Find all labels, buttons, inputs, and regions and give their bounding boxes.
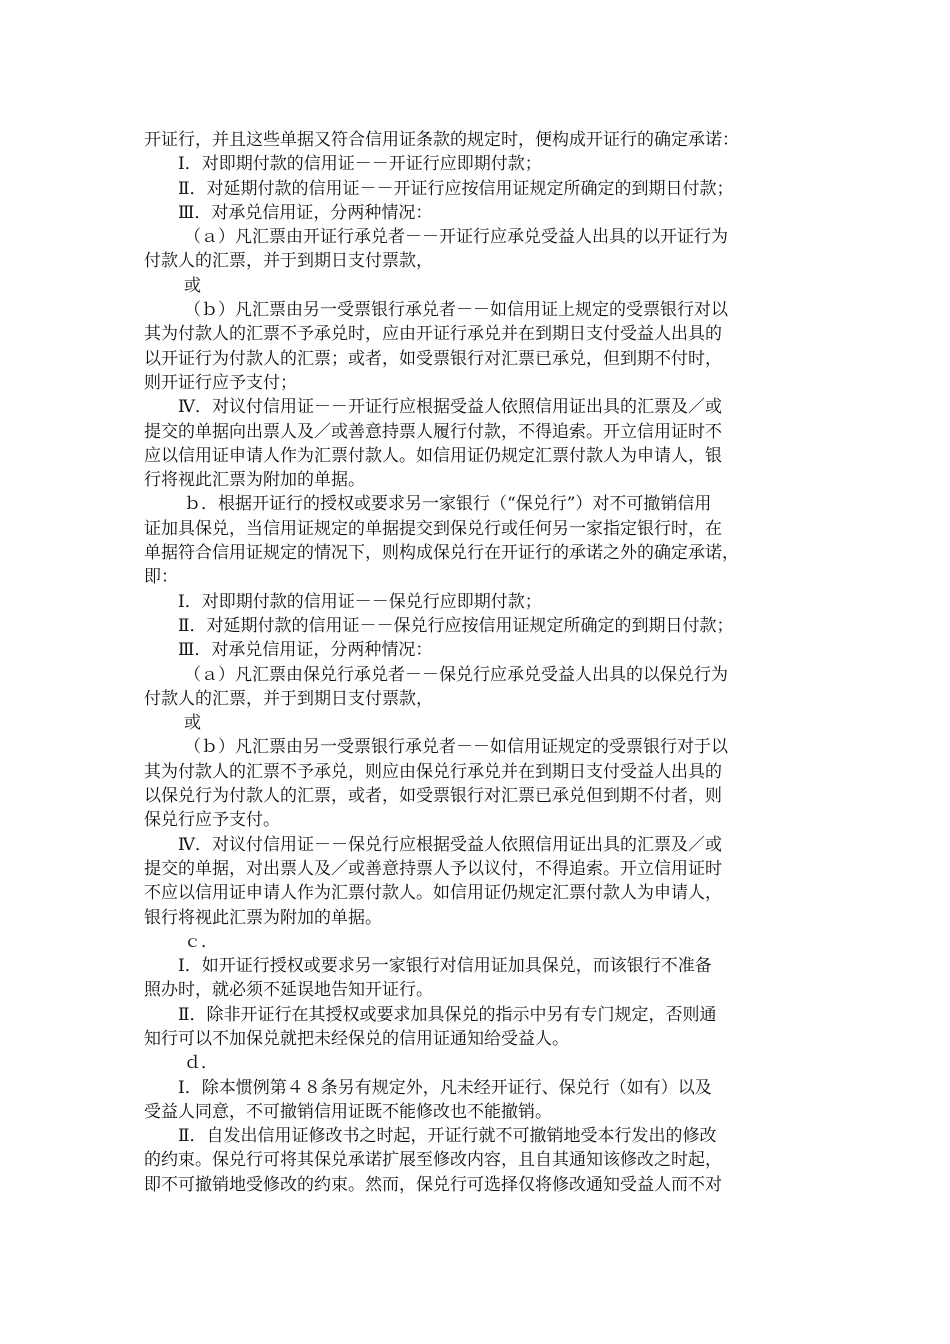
text-line: Ⅰ．如开证行授权或要求另一家银行对信用证加具保兑，而该银行不准备 [178,956,712,977]
text-line: 其为付款人的汇票不予承兑时，应由开证行承兑并在到期日支付受益人出具的 [144,324,722,345]
text-line: Ⅱ．自发出信用证修改书之时起，开证行就不可撤销地受本行发出的修改 [178,1126,717,1147]
text-line: ｃ． [184,931,218,952]
text-line: 的约束。保兑行可将其保兑承诺扩展至修改内容，且自其通知该修改之时起， [144,1150,722,1171]
text-line: 受益人同意，不可撤销信用证既不能修改也不能撤销。 [144,1101,552,1122]
text-line: 开证行，并且这些单据又符合信用证条款的规定时，便构成开证行的确定承诺： [144,130,739,150]
text-line: Ⅳ．对议付信用证－－开证行应根据受益人依照信用证出具的汇票及／或 [178,397,722,418]
text-line: 或 [184,713,201,734]
text-line: 保兑行应予支付。 [144,810,280,831]
text-line: 银行将视此汇票为附加的单据。 [144,907,382,928]
text-line: 即： [144,567,178,588]
text-line: 即不可撤销地受修改的约束。然而，保兑行可选择仅将修改通知受益人而不对 [144,1174,722,1195]
text-line: 则开证行应予支付； [144,372,297,393]
text-line: Ⅲ．对承兑信用证，分两种情况： [178,640,433,661]
text-line: Ⅲ．对承兑信用证，分两种情况： [178,202,433,223]
text-line: 照办时，就必须不延误地告知开证行。 [144,980,433,1001]
text-line: Ⅰ．对即期付款的信用证－－开证行应即期付款； [178,154,542,175]
text-line: 提交的单据向出票人及／或善意持票人履行付款，不得追索。开立信用证时不 [144,421,722,442]
document-body [144,128,824,1197]
text-line: 知行可以不加保兑就把未经保兑的信用证通知给受益人。 [144,1028,569,1049]
text-line: 付款人的汇票，并于到期日支付票款， [144,688,433,709]
text-line: 提交的单据，对出票人及／或善意持票人予以议付，不得追索。开立信用证时 [144,858,722,879]
text-line: 或 [184,275,201,296]
text-line: 应以信用证申请人作为汇票付款人。如信用证仍规定汇票付款人为申请人，银 [144,445,722,466]
text-line: ｄ． [184,1053,218,1074]
text-line: 不应以信用证申请人作为汇票付款人。如信用证仍规定汇票付款人为申请人， [144,883,722,904]
text-line: Ⅰ．对即期付款的信用证－－保兑行应即期付款； [178,591,542,612]
text-line: ｂ．根据开证行的授权或要求另一家银行（“保兑行”）对不可撤销信用 [184,494,712,515]
text-line: 证加具保兑，当信用证规定的单据提交到保兑行或任何另一家指定银行时，在 [144,518,722,539]
text-line: （ｂ）凡汇票由另一受票银行承兑者－－如信用证上规定的受票银行对以 [184,300,728,321]
text-line: 以开证行为付款人的汇票；或者，如受票银行对汇票已承兑，但到期不付时， [144,348,722,369]
text-line: Ⅱ．对延期付款的信用证－－保兑行应按信用证规定所确定的到期日付款； [178,615,734,636]
text-line: 以保兑行为付款人的汇票，或者，如受票银行对汇票已承兑但到期不付者，则 [144,786,722,807]
text-line: 其为付款人的汇票不予承兑，则应由保兑行承兑并在到期日支付受益人出具的 [144,761,722,782]
text-line: Ⅱ．对延期付款的信用证－－开证行应按信用证规定所确定的到期日付款； [178,178,734,199]
text-line: （ａ）凡汇票由开证行承兑者－－开证行应承兑受益人出具的以开证行为 [184,227,728,248]
text-line: Ⅰ．除本惯例第４８条另有规定外，凡未经开证行、保兑行（如有）以及 [178,1077,712,1098]
text-line: 单据符合信用证规定的情况下，则构成保兑行在开证行的承诺之外的确定承诺， [144,543,739,564]
text-line: （ａ）凡汇票由保兑行承兑者－－保兑行应承兑受益人出具的以保兑行为 [184,664,728,685]
text-line: 付款人的汇票，并于到期日支付票款， [144,251,433,272]
text-line: 行将视此汇票为附加的单据。 [144,470,365,491]
text-line: Ⅱ．除非开证行在其授权或要求加具保兑的指示中另有专门规定，否则通 [178,1004,717,1025]
text-line: Ⅳ．对议付信用证－－保兑行应根据受益人依照信用证出具的汇票及／或 [178,834,722,855]
text-line: （ｂ）凡汇票由另一受票银行承兑者－－如信用证规定的受票银行对于以 [184,737,728,758]
